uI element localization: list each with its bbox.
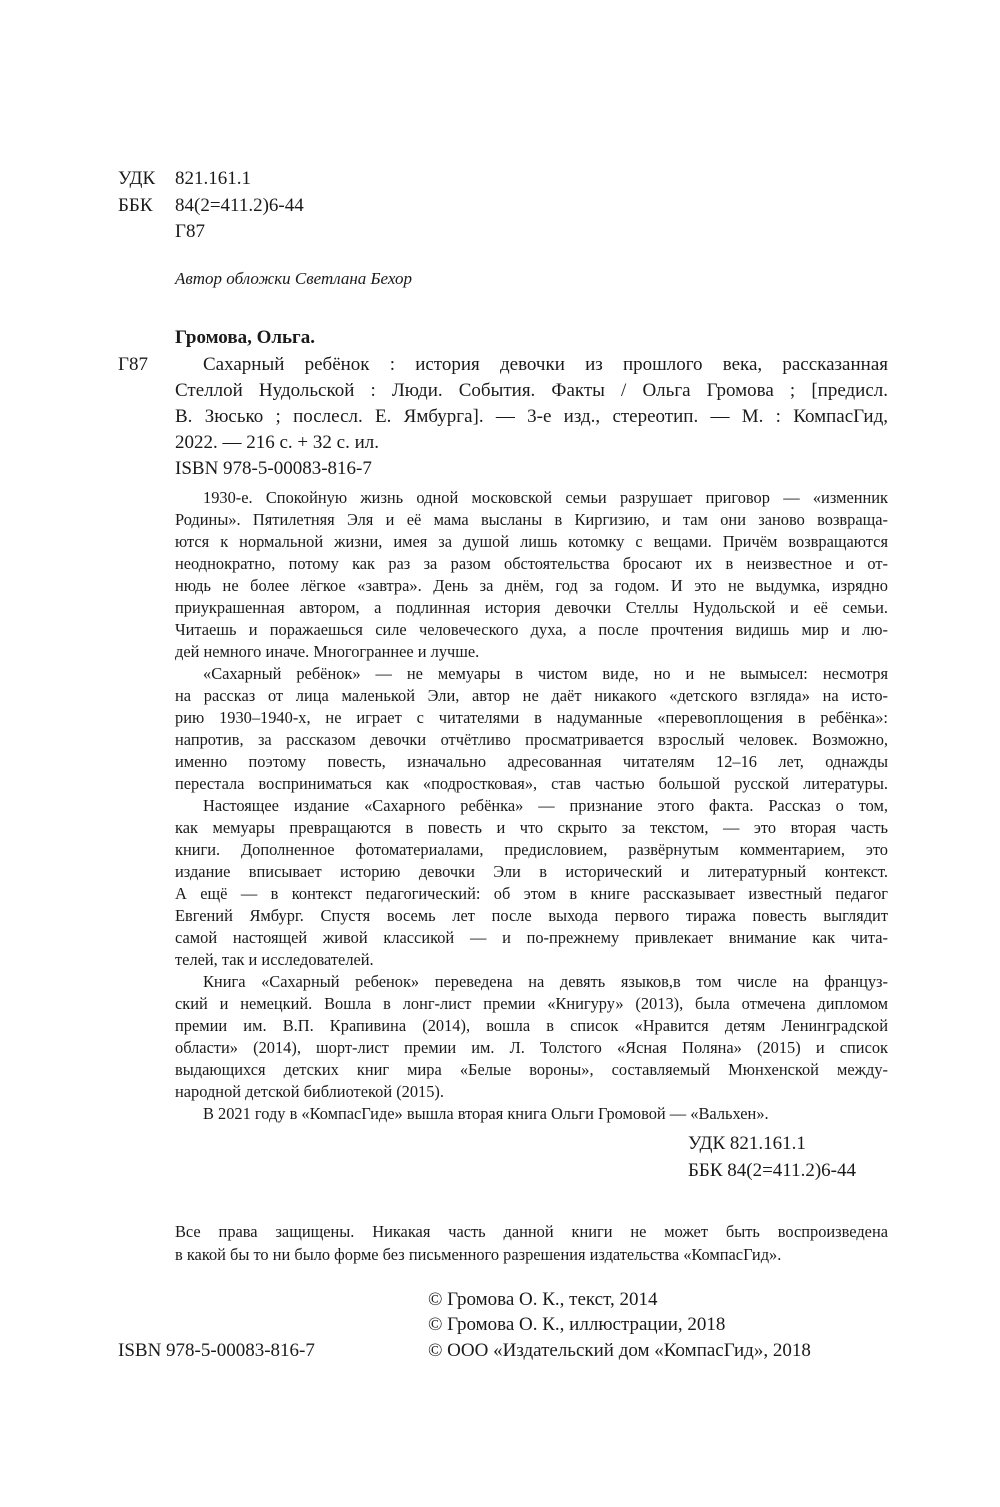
- annotation-line: В 2021 году в «КомпасГиде» вышла вторая книга Ольги Громовой — «Вальхен».: [203, 1104, 769, 1123]
- annotation-line: 1930-е. Спокойную жизнь одной московской семьи разрушает приговор — «изменник: [203, 488, 888, 507]
- bib-sign: Г87: [118, 354, 148, 375]
- annotation-line: издание вписывает историю девочки Эли в исторический и литературный контекст.: [175, 862, 888, 881]
- annotation-line: Читаешь и поражаешься силе человеческого духа, а после прочтения видишь мир и лю-: [175, 620, 888, 639]
- annotation-line: напротив, за рассказом девочки отчётливо просматривается взрослый человек. Возможно,: [175, 730, 888, 749]
- annotation-line: дей немного иначе. Многограннее и лучше.: [175, 642, 480, 661]
- udk-label: УДК: [118, 168, 156, 189]
- bib-line: Сахарный ребёнок : история девочки из прошлого века, рассказанная: [203, 354, 888, 375]
- author-sign: Г87: [175, 221, 205, 242]
- annotation-line: неоднократно, потому как раз за разом обстоятельства бросают их в неизвестное и от-: [175, 554, 888, 573]
- annotation-line: премии им. В.П. Крапивина (2014), вошла в список «Нравится детям Ленинградской: [175, 1016, 888, 1035]
- annotation-line: Родины». Пятилетняя Эля и её мама высланы в Киргизию, и там они заново возвраща-: [175, 510, 888, 529]
- annotation-line: как мемуары превращаются в повесть и что скрыто за текстом, — это вторая часть: [175, 818, 888, 837]
- bib-author: Громова, Ольга.: [175, 327, 315, 348]
- annotation-line: ются к нормальной жизни, имея за душой лишь котомку с вещами. Причём возвращаются: [175, 532, 888, 551]
- annotation-line: телей, так и исследователей.: [175, 950, 374, 969]
- bbk-label: ББК: [118, 195, 153, 216]
- rights-line: в какой бы то ни было форме без письменного разрешения издательства «КомпасГид».: [175, 1245, 782, 1264]
- copyright-line: © Громова О. К., иллюстрации, 2018: [428, 1314, 726, 1335]
- copyright-isbn: ISBN 978-5-00083-816-7: [118, 1340, 315, 1361]
- bib-line: В. Зюсько ; послесл. Е. Ямбурга]. — 3-е изд., стереотип. — М. : КомпасГид,: [175, 406, 888, 427]
- bib-line: Стеллой Нудольской : Люди. События. Факты / Ольга Громова ; [предисл.: [175, 380, 888, 401]
- udk-value: 821.161.1: [175, 168, 251, 189]
- annotation-line: Евгений Ямбург. Спустя восемь лет после выхода первого тиража повесть выглядит: [175, 906, 888, 925]
- rights-line: Все права защищены. Никакая часть данной книги не может быть воспроизведена: [175, 1222, 888, 1241]
- annotation-line: ский и немецкий. Вошла в лонг-лист премии «Книгуру» (2013), была отмечена дипломом: [175, 994, 888, 1013]
- bbk-value: 84(2=411.2)6-44: [175, 195, 304, 216]
- footer-udk: УДК 821.161.1: [688, 1133, 806, 1154]
- annotation-line: «Сахарный ребёнок» — не мемуары в чистом виде, но и не вымысел: несмотря: [203, 664, 888, 683]
- copyright-line: © Громова О. К., текст, 2014: [428, 1289, 658, 1310]
- annotation-line: нюдь не более лёгкое «завтра». День за днём, год за годом. И это не выдумка, изрядно: [175, 576, 888, 595]
- annotation-line: на рассказ от лица маленькой Эли, автор не даёт никакого «детского взгляда» на исто-: [175, 686, 888, 705]
- annotation-line: рию 1930–1940-х, не играет с читателями в надуманные «перевоплощения в ребёнка»:: [175, 708, 888, 727]
- bib-isbn: ISBN 978-5-00083-816-7: [175, 458, 372, 479]
- annotation-line: именно поэтому повесть, изначально адресованная читателям 12–16 лет, однажды: [175, 752, 888, 771]
- footer-bbk: ББК 84(2=411.2)6-44: [688, 1160, 856, 1181]
- annotation-line: Настоящее издание «Сахарного ребёнка» — признание этого факта. Рассказ о том,: [203, 796, 888, 815]
- cover-credit: Автор обложки Светлана Бехор: [175, 269, 412, 288]
- annotation-line: перестала восприниматься как «подростковая», став частью большой русской литературы.: [175, 774, 888, 793]
- annotation-line: Книга «Сахарный ребенок» переведена на девять языков,в том числе на француз-: [203, 972, 888, 991]
- annotation-line: народной детской библиотекой (2015).: [175, 1082, 444, 1101]
- annotation-line: книги. Дополненное фотоматериалами, предисловием, развёрнутым комментарием, это: [175, 840, 888, 859]
- annotation-line: А ещё — в контекст педагогический: об этом в книге рассказывает известный педагог: [175, 884, 888, 903]
- annotation-line: выдающихся детских книг мира «Белые вороны», составляемый Мюнхенской между-: [175, 1060, 888, 1079]
- annotation-line: самой настоящей живой классикой — и по-прежнему привлекает внимание как чита-: [175, 928, 888, 947]
- annotation-line: области» (2014), шорт-лист премии им. Л. Толстого «Ясная Поляна» (2015) и список: [175, 1038, 888, 1057]
- annotation-line: приукрашенная автором, а подлинная история девочки Стеллы Нудольской и её семьи.: [175, 598, 888, 617]
- bib-line: 2022. — 216 с. + 32 с. ил.: [175, 432, 379, 453]
- copyright-line: © ООО «Издательский дом «КомпасГид», 2018: [428, 1340, 811, 1361]
